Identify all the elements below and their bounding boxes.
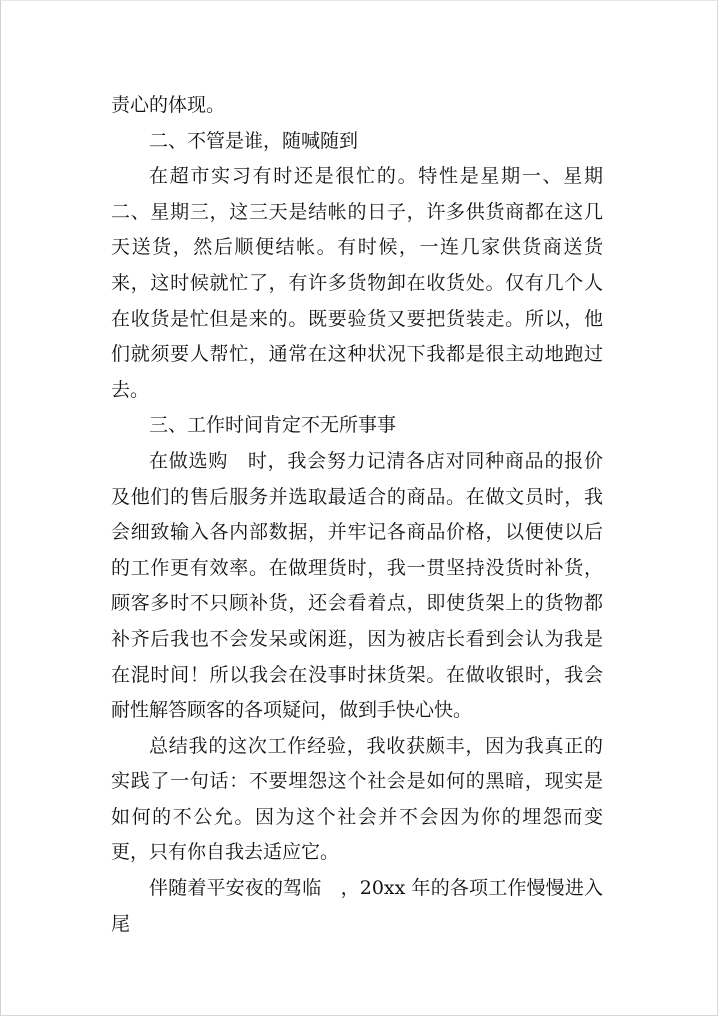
paragraph-work-duties: 在做选购 时，我会努力记清各店对同种商品的报价及他们的售后服务并选取最适合的商品。在做文员时，我会细致输入各内部数据，并牢记各商品价格，以便使以后的工作更有效率。在做理货时，我一贯坚持没货时补货，顾客多时不只顾补货，还会看着点，即使货架上的货物都补齐后我也不会发呆或闲逛，因为被店长看到会认为我是在混时间！所以我会在没事时抹货架。在做收银时，我会耐性解答顾客的各项疑问，做到手快心快。 (111, 449, 603, 722)
paragraph-summary: 总结我的这次工作经验，我收获颇丰，因为我真正的实践了一句话：不要埋怨这个社会是如何的黑暗，现实是如何的不公允。因为这个社会并不会因为你的埋怨而变更，只有你自我去适应它。 (111, 734, 603, 864)
section-heading-3: 三、工作时间肯定不无所事事 (149, 414, 397, 437)
document-body (111, 88, 603, 942)
paragraph-continuation: 责心的体现。 (111, 94, 226, 116)
paragraph-busy-supermarket: 在超市实习有时还是很忙的。特性是星期一、星期二、星期三，这三天是结帐的日子，许多供货商都在这几天送货，然后顺便结帐。有时候，一连几家供货商送货来，这时候就忙了，有许多货物卸在收货处。仅有几个人在收货是忙但是来的。既要验货又要把货装走。所以，他们就须要人帮忙，通常在这种状况下我都是很主动地跑过去。 (111, 165, 603, 401)
section-heading-2: 二、不管是谁，随喊随到 (149, 129, 359, 152)
paragraph-christmas-eve: 伴随着平安夜的驾临 ，20xx 年的各项工作慢慢进入尾 (111, 877, 603, 935)
